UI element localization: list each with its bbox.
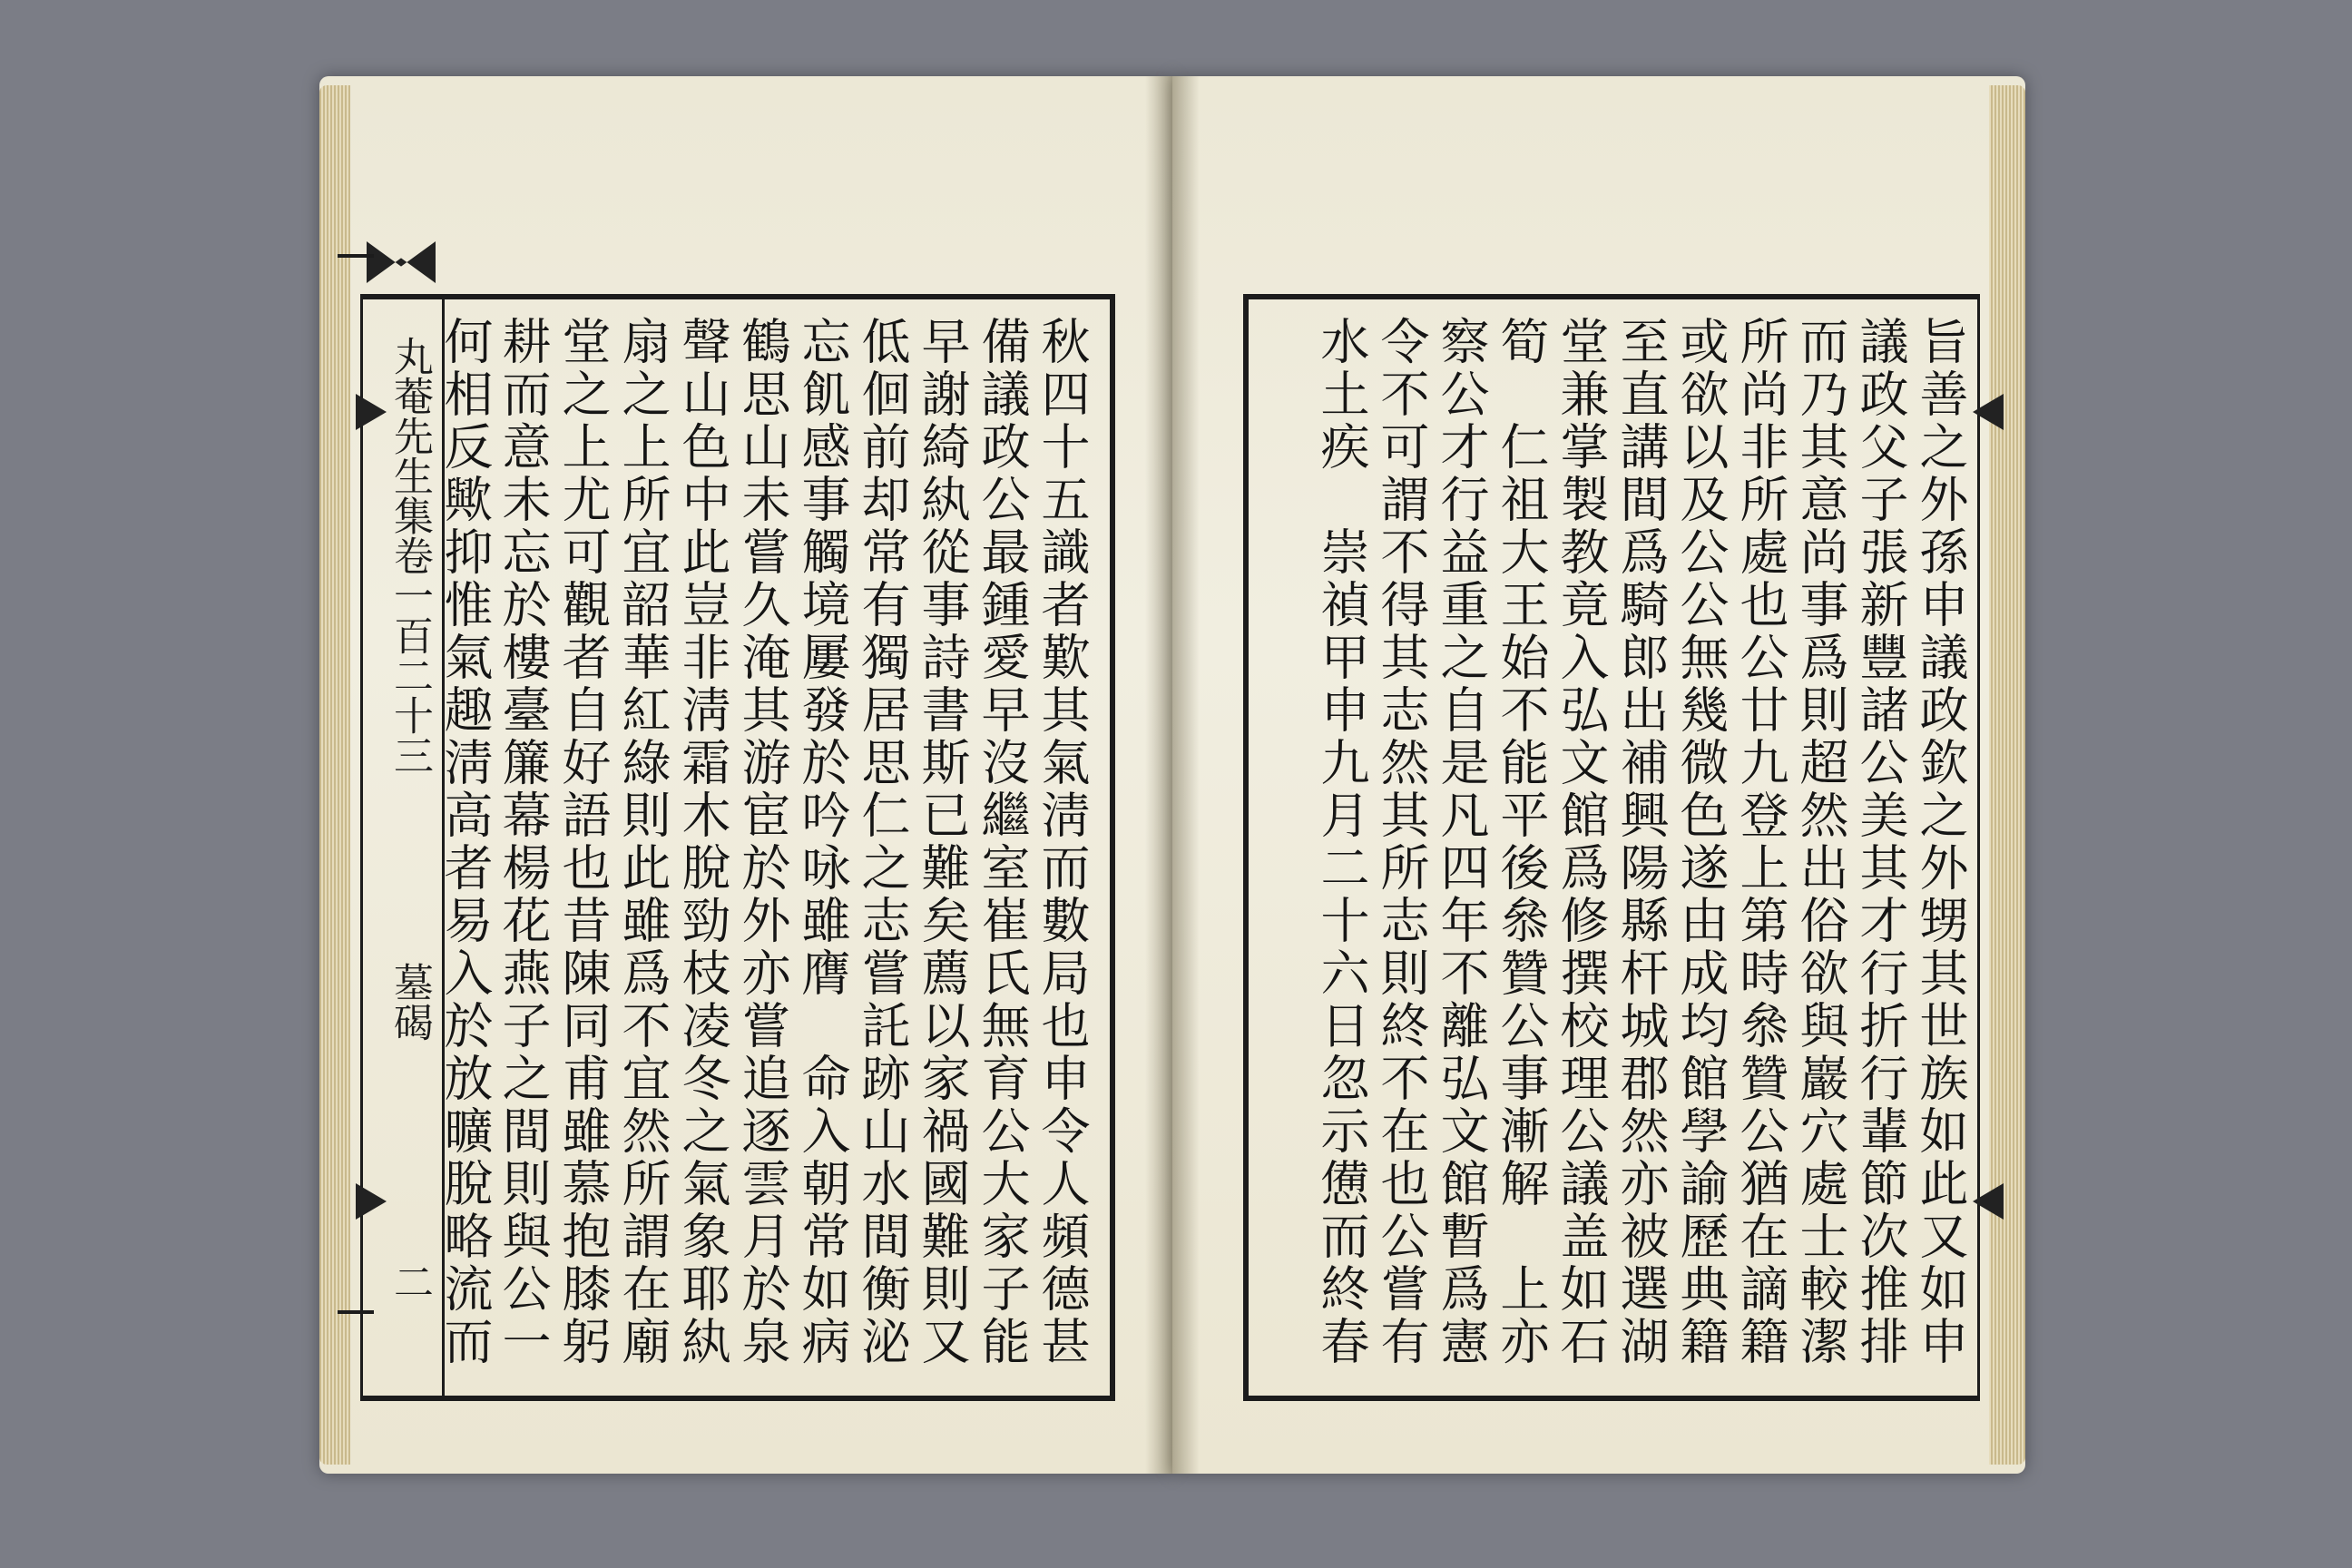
text-column: 聲山色中此豈非淸霜木脫勁枝凌冬之氣象耶紈	[674, 316, 731, 1368]
fish-tail-mark-top	[367, 241, 436, 283]
right-text-frame	[1243, 294, 1980, 1401]
text-column: 低佪前却常有獨居思仁之志嘗託跡山水間衡泌	[854, 316, 911, 1368]
text-column: 議政父子張新豐諸公美其才行折行輩節次推排	[1852, 316, 1909, 1368]
text-column: 秋四十五識者歎其氣淸而數局也申令人頻德甚	[1034, 316, 1091, 1368]
left-page	[319, 76, 1172, 1474]
text-column: 備議政公最鍾愛早沒繼室崔氏無育公大家子能	[974, 316, 1031, 1368]
running-head: 丸菴先生集卷一百二十三	[387, 336, 433, 775]
binding-thread-mark	[338, 254, 374, 258]
text-column: 旨善之外孫申議政欽之外甥其世族如此又如申	[1912, 316, 1969, 1368]
text-column: 所尚非所處也公廿九登上第時叅贊公猶在謫籍	[1732, 316, 1789, 1368]
text-column: 令不可謂不得其志然其所志則終不在也公嘗有	[1373, 316, 1430, 1368]
page-edges-right	[1989, 85, 2025, 1465]
right-page	[1172, 76, 2025, 1474]
text-column: 堂兼掌製教竟入弘文館爲修撰校理公議盖如石	[1553, 316, 1610, 1368]
page-edges-left	[319, 85, 350, 1465]
section-title: 墓碣	[387, 962, 433, 1042]
text-column: 或欲以及公公無幾微色遂由成均館學諭歷典籍	[1672, 316, 1730, 1368]
text-column: 早謝綺紈從事詩書斯已難矣薦以家禍國難則又	[914, 316, 971, 1368]
folio-number: 二	[387, 1261, 433, 1301]
text-column: 而乃其意尚事爲則超然出俗欲與巖穴處士較潔	[1792, 316, 1849, 1368]
center-margin-band	[363, 299, 445, 1396]
open-book	[319, 76, 2025, 1474]
text-column: 何相反歟抑惟氣趣淸高者易入於放曠脫略流而	[436, 316, 494, 1368]
text-column: 至直講間爲騎郎出補興陽縣杆城郡然亦被選湖	[1612, 316, 1670, 1368]
binding-thread-mark	[338, 1310, 374, 1314]
text-column: 水土疾 崇禎甲申九月二十六日忽示憊而終春	[1313, 316, 1370, 1368]
text-column: 察公才行益重之自是凡四年不離弘文館暫爲憲	[1433, 316, 1490, 1368]
book-gutter	[1145, 76, 1200, 1474]
text-column: 忘飢感事觸境屢發於吟咏雖膺 命入朝常如病	[794, 316, 851, 1368]
text-column: 筍 仁祖大王始不能平後叅贊公事漸解 上亦	[1493, 316, 1550, 1368]
left-text-frame	[360, 294, 1115, 1401]
text-column: 鶴思山未嘗久淹其游宦於外亦嘗追逐雲月於泉	[734, 316, 791, 1368]
text-column: 扇之上所宜韶華紅綠則此雖爲不宜然所謂在廟	[614, 316, 671, 1368]
text-column: 耕而意未忘於樓臺簾幕楊花燕子之間則與公一	[495, 316, 552, 1368]
text-column: 堂之上尤可觀者自好語也昔陳同甫雖慕抱膝躬	[554, 316, 612, 1368]
